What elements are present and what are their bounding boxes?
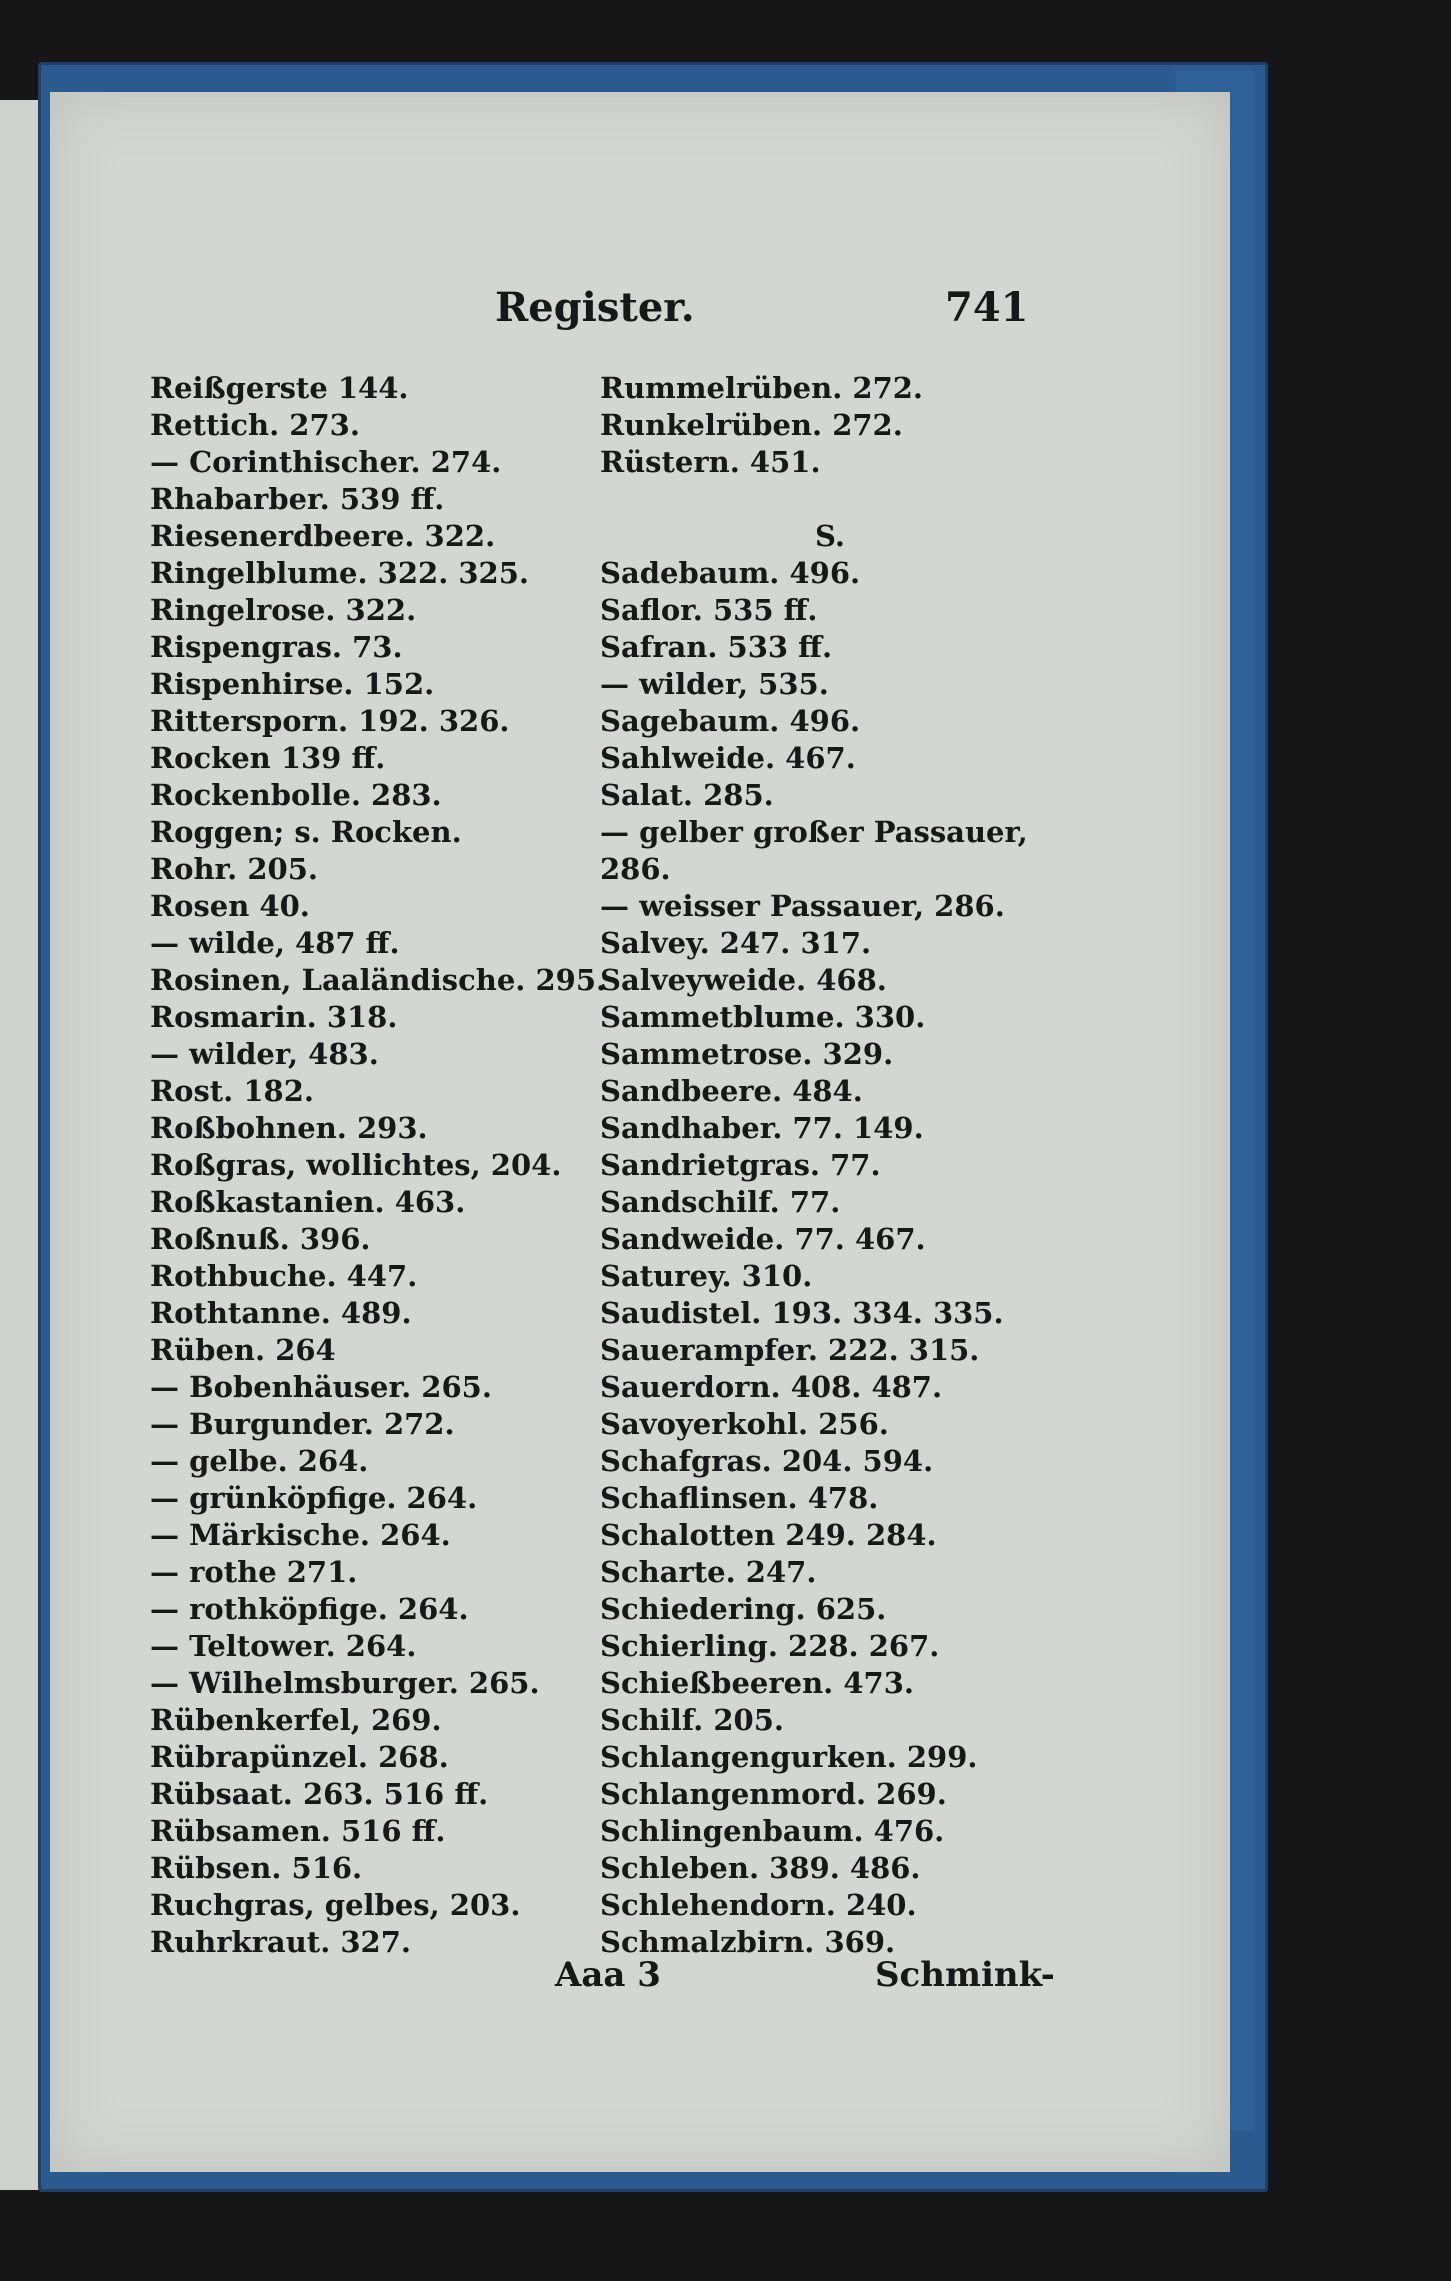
index-entry: Rittersporn. 192. 326. [150, 704, 510, 738]
index-entry: — rothköpfige. 264. [150, 1592, 469, 1626]
index-entry: Sahlweide. 467. [600, 741, 856, 775]
index-entry: Rosmarin. 318. [150, 1000, 398, 1034]
index-entry: Schiedering. 625. [600, 1592, 887, 1626]
index-entry: 286. [600, 852, 671, 886]
index-entry: Saflor. 535 ff. [600, 593, 818, 627]
index-entry: Schießbeeren. 473. [600, 1666, 915, 1700]
index-entry: Rost. 182. [150, 1074, 314, 1108]
index-entry: Rüben. 264 [150, 1333, 336, 1367]
index-entry: Sauerampfer. 222. 315. [600, 1333, 980, 1367]
index-entry: Rübrapünzel. 268. [150, 1740, 449, 1774]
index-entry: Sandhaber. 77. 149. [600, 1111, 924, 1145]
index-entry: Sadebaum. 496. [600, 556, 861, 590]
index-entry: Sandweide. 77. 467. [600, 1222, 926, 1256]
index-entry: Roßnuß. 396. [150, 1222, 371, 1256]
index-entry: Sagebaum. 496. [600, 704, 861, 738]
index-entry: Rispenhirse. 152. [150, 667, 435, 701]
index-entry: Roßbohnen. 293. [150, 1111, 428, 1145]
index-entry: — Corinthischer. 274. [150, 445, 502, 479]
index-entry: Schmalzbirn. 369. [600, 1925, 896, 1959]
index-entry: Schalotten 249. 284. [600, 1518, 937, 1552]
index-entry: — wilder, 483. [150, 1037, 379, 1071]
index-entry: Sammetblume. 330. [600, 1000, 926, 1034]
index-entry: Reißgerste 144. [150, 371, 409, 405]
index-entry: — rothe 271. [150, 1555, 358, 1589]
index-entry: Runkelrüben. 272. [600, 408, 903, 442]
index-entry: Roßkastanien. 463. [150, 1185, 466, 1219]
index-entry: Rosen 40. [150, 889, 310, 923]
index-entry: Roggen; s. Rocken. [150, 815, 462, 849]
index-entry: Ruchgras, gelbes, 203. [150, 1888, 521, 1922]
index-entry: Sandrietgras. 77. [600, 1148, 881, 1182]
index-entry: Sandbeere. 484. [600, 1074, 863, 1108]
index-entry: Salveyweide. 468. [600, 963, 887, 997]
index-entry: — gelber großer Passauer, [600, 815, 1028, 849]
index-entry: Rettich. 273. [150, 408, 360, 442]
index-column-right [600, 370, 1060, 1961]
index-entry: Sauerdorn. 408. 487. [600, 1370, 943, 1404]
index-entry: — Burgunder. 272. [150, 1407, 455, 1441]
index-entry: Rhabarber. 539 ff. [150, 482, 445, 516]
index-entry: Schierling. 228. 267. [600, 1629, 940, 1663]
index-entry: — grünköpfige. 264. [150, 1481, 478, 1515]
index-entry: — Teltower. 264. [150, 1629, 417, 1663]
index-entry: Schlehendorn. 240. [600, 1888, 917, 1922]
index-column-left [150, 370, 620, 1961]
index-entry: Schaflinsen. 478. [600, 1481, 879, 1515]
page-number: 741 [945, 284, 1029, 331]
index-entry: Rummelrüben. 272. [600, 371, 924, 405]
index-entry: Rübsen. 516. [150, 1851, 363, 1885]
index-entry: Rothtanne. 489. [150, 1296, 412, 1330]
index-entry: Sammetrose. 329. [600, 1037, 894, 1071]
index-entry: Rosinen, Laaländische. 295. [150, 963, 607, 997]
index-entry: Salvey. 247. 317. [600, 926, 872, 960]
index-entry: Ruhrkraut. 327. [150, 1925, 412, 1959]
index-entry: Schafgras. 204. 594. [600, 1444, 934, 1478]
index-entry: Savoyerkohl. 256. [600, 1407, 889, 1441]
index-entry: — gelbe. 264. [150, 1444, 369, 1478]
index-entry: — wilder, 535. [600, 667, 829, 701]
index-entry [600, 481, 1060, 518]
section-letter: S. [814, 519, 845, 553]
index-entry: Rübsamen. 516 ff. [150, 1814, 446, 1848]
index-entry: Riesenerdbeere. 322. [150, 519, 496, 553]
index-entry: Ringelrose. 322. [150, 593, 417, 627]
index-entry: Scharte. 247. [600, 1555, 817, 1589]
index-entry: Rockenbolle. 283. [150, 778, 442, 812]
index-entry: Rocken 139 ff. [150, 741, 386, 775]
index-entry: Saturey. 310. [600, 1259, 813, 1293]
index-entry: — Bobenhäuser. 265. [150, 1370, 492, 1404]
index-entry: Schlingenbaum. 476. [600, 1814, 945, 1848]
index-entry: Salat. 285. [600, 778, 774, 812]
index-entry: — weisser Passauer, 286. [600, 889, 1005, 923]
index-entry: Rothbuche. 447. [150, 1259, 418, 1293]
index-entry: Schlangengurken. 299. [600, 1740, 978, 1774]
index-entry: — wilde, 487 ff. [150, 926, 400, 960]
index-entry: Rispengras. 73. [150, 630, 403, 664]
index-entry: Schleben. 389. 486. [600, 1851, 921, 1885]
index-entry: Ringelblume. 322. 325. [150, 556, 530, 590]
index-entry: — Märkische. 264. [150, 1518, 451, 1552]
index-entry: Schlangenmord. 269. [600, 1777, 947, 1811]
index-entry: Safran. 533 ff. [600, 630, 833, 664]
index-entry: Rüstern. 451. [600, 445, 821, 479]
index-entry: Rübsaat. 263. 516 ff. [150, 1777, 489, 1811]
index-entry: — Wilhelmsburger. 265. [150, 1666, 540, 1700]
index-entry: Saudistel. 193. 334. 335. [600, 1296, 1004, 1330]
index-entry: Schilf. 205. [600, 1703, 784, 1737]
index-entry: Sandschilf. 77. [600, 1185, 841, 1219]
catchword: Schmink- [875, 1955, 1055, 1995]
signature-mark: Aaa 3 [555, 1955, 661, 1995]
index-entry: Rübenkerfel, 269. [150, 1703, 442, 1737]
running-head: Register. [495, 284, 695, 331]
index-entry: Roßgras, wollichtes, 204. [150, 1148, 562, 1182]
index-entry: Rohr. 205. [150, 852, 318, 886]
